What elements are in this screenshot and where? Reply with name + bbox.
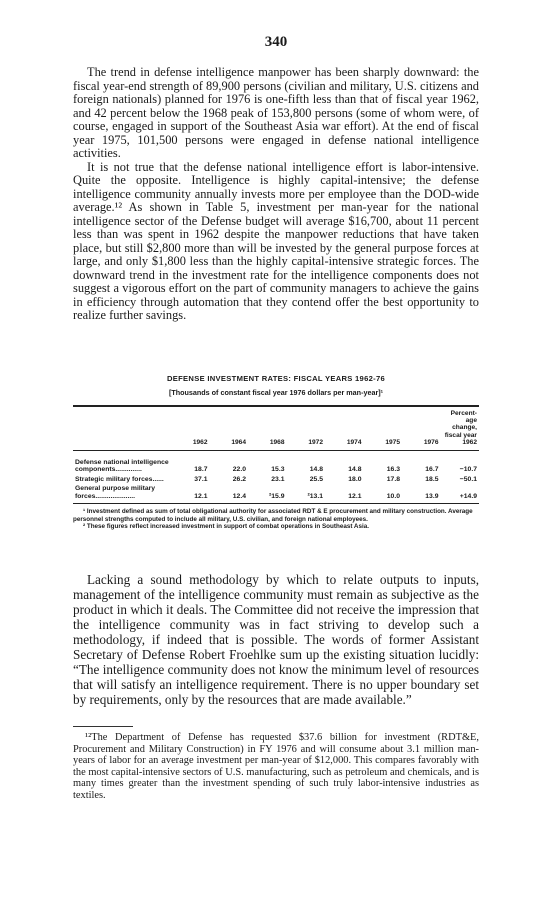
footnote-divider <box>73 726 133 727</box>
header-year: 1972 <box>287 407 326 451</box>
table-cell: 14.8 <box>348 466 362 474</box>
table-cell: 12.1 <box>325 484 364 503</box>
table-cell: 12.1 <box>171 484 210 503</box>
table-cell: ²15.9 <box>248 484 287 503</box>
table-subtitle: [Thousands of constant fiscal year 1976 dollars per man-year]¹ <box>168 388 384 397</box>
header-year: 1968 <box>248 407 287 451</box>
table-header-row <box>73 407 479 451</box>
table-cell: 18.5 <box>425 475 439 483</box>
table-note: ¹ Investment defined as sum of total obligational authority for associated RDT & E procurement and military construction. Average personnel strengths computed to include all military, U.S. civilian, and foreign national employees. <box>73 508 473 523</box>
paragraph-manpower-trend: The trend in defense intelligence manpower has been sharply downward: the fiscal year-end strength of 89,900 persons (civilian and military, U.S. citizens and foreign nationals) planned for 1976 is one-fifth less than that of fiscal year 1962, and 42 percent below the 1968 peak of 153,800 persons (some of whom were, of course, engaged in support of the Southeast Asia war effort). At the end of fiscal year 1975, 101,500 persons were engaged in defense national intelligence activities. <box>73 65 479 160</box>
header-percent-change: Percent-age change, fiscal year 1962 <box>441 407 480 451</box>
table-cell: ²13.1 <box>287 484 326 503</box>
table-note: ² These figures reflect increased investment in support of combat operations in Southeast Asia. <box>83 523 369 531</box>
table-cell-change: −50.1 <box>459 475 477 483</box>
header-year: 1976 <box>402 407 441 451</box>
table-cell: 22.0 <box>232 466 246 474</box>
header-year: 1964 <box>210 407 249 451</box>
table-cell: 23.1 <box>271 475 285 483</box>
row-label: General purpose military forces..................... <box>73 484 171 503</box>
investment-rates-table-block <box>73 374 479 531</box>
intro-section <box>73 66 479 323</box>
header-year: 1974 <box>325 407 364 451</box>
table-cell: 16.3 <box>386 466 400 474</box>
row-label: Defense national intelligence components.............. <box>75 459 169 474</box>
table-cell: 37.1 <box>194 475 208 483</box>
table-cell: 16.7 <box>425 466 439 474</box>
table-row <box>73 475 479 484</box>
table-row <box>73 451 479 475</box>
table-cell: 25.5 <box>309 475 323 483</box>
header-year: 1962 <box>171 407 210 451</box>
table-cell: 18.0 <box>348 475 362 483</box>
table-cell-change: −10.7 <box>459 466 477 474</box>
row-label: Strategic military forces...... <box>75 475 164 483</box>
table-row <box>73 484 479 503</box>
table-cell: 13.9 <box>402 484 441 503</box>
conclusion-section <box>73 572 479 707</box>
footnote <box>73 732 479 802</box>
table-notes <box>73 508 479 531</box>
page-number: 340 <box>264 34 288 50</box>
paragraph-methodology: Lacking a sound methodology by which to relate outputs to inputs, management of the intelligence community must remain as subjective as the product in which it deals. The Committee did not receive the impression that the intelligence community was in fact striving to develop such a methodology, if indeed that is possible. The words of former Assistant Secretary of Defense Robert Froehlke sum up the existing situation lucidly: “The intelligence community does not know the minimum level of resources that will satisfy an intelligence requirement. There is no upper boundary set by requirements, only by the resources that are made available.” <box>73 572 479 707</box>
footnote-text: ¹²The Department of Defense has requested $37.6 billion for investment (RDT&E, Procurement and Military Construction) in FY 1976 and will consume about 3.1 million man-years of labor for an average investment per man-year of $12,000. This compares favorably with the most capital-intensive sectors of U.S. manufacturing, such as petroleum and chemicals, and is many times greater than the investment spending of such truly labor-intensive industries as textiles. <box>73 732 479 801</box>
header-year: 1975 <box>364 407 403 451</box>
table-title: DEFENSE INVESTMENT RATES: FISCAL YEARS 1962-76 <box>166 374 386 383</box>
table-cell: 12.4 <box>210 484 249 503</box>
table-cell-change: +14.9 <box>441 484 480 503</box>
paragraph-capital-intensive: It is not true that the defense national intelligence effort is labor-intensive. Quite the opposite. Intelligence is highly capital-intensive; the defense intelligence community annually invests more per employee than the DOD-wide average.¹² As shown in Table 5, investment per man-year for the national intelligence sector of the Defense budget will average $16,700, about 11 percent less than was spent in 1962 despite the manpower reductions that have taken place, but still $2,800 more than will be invested by the general purpose forces at large, and only $1,800 less than the highly capital-intensive strategic forces. The downward trend in the investment rate for the intelligence components does not suggest a vigorous effort on the part of community managers to achieve the gains in efficiency through automation that they contend offer the best opportunity to realize further savings. <box>73 159 479 322</box>
table-cell: 26.2 <box>232 475 246 483</box>
table-cell: 15.3 <box>271 466 285 474</box>
table-cell: 18.7 <box>194 466 208 474</box>
table-cell: 14.8 <box>309 466 323 474</box>
table-cell: 17.8 <box>386 475 400 483</box>
table-cell: 10.0 <box>364 484 403 503</box>
investment-rates-table <box>73 405 479 504</box>
header-blank <box>73 407 171 451</box>
